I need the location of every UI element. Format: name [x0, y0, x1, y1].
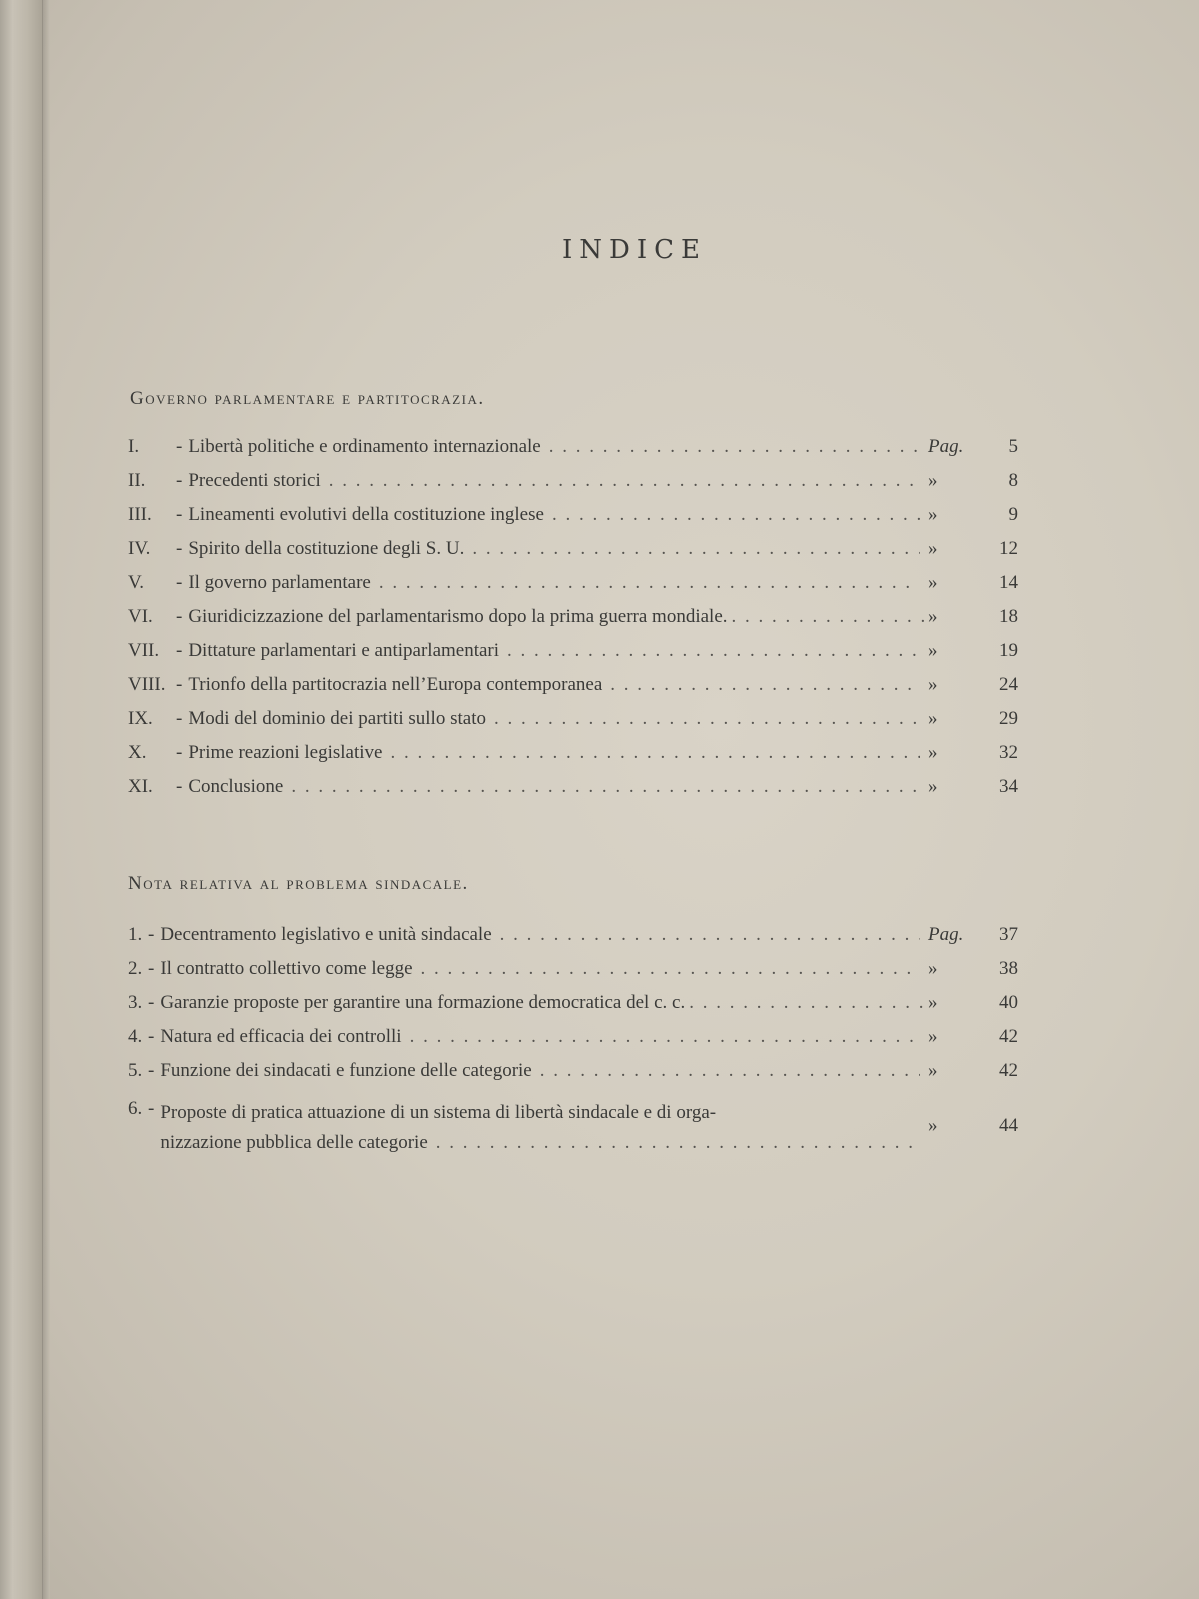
page-number: 14 [999, 572, 1018, 593]
page-number: 38 [999, 958, 1018, 979]
page-prefix: » [928, 1115, 938, 1136]
dot-leader [689, 992, 924, 1014]
page-number: 40 [999, 992, 1018, 1013]
toc-entry [128, 436, 1018, 470]
page-number: 32 [999, 742, 1018, 763]
entry-page [928, 924, 1018, 946]
toc-entry [128, 572, 1018, 606]
entry-page [928, 742, 1018, 764]
entry-page [928, 1026, 1018, 1048]
page-number: 24 [999, 674, 1018, 695]
dot-leader [329, 470, 920, 492]
page-number: 19 [999, 640, 1018, 661]
entry-page [928, 992, 1018, 1014]
dot-leader [421, 958, 920, 980]
page-number: 8 [1008, 470, 1018, 491]
dot-leader [610, 674, 920, 696]
dot-leader [732, 606, 924, 628]
entry-dash: - [176, 606, 183, 627]
entry-label: Libertà politiche e ordinamento internazionale [188, 436, 541, 457]
entry-number: 3. [128, 992, 143, 1013]
section-heading-nota: Nota relativa al problema sindacale. [128, 873, 469, 894]
toc-entry [128, 504, 1018, 538]
entry-dash: - [176, 538, 183, 559]
dot-leader [291, 776, 920, 798]
page-prefix: » [928, 640, 938, 661]
entry-label: Precedenti storici [188, 470, 321, 491]
toc-entry [128, 1026, 1018, 1060]
toc-entry [128, 1094, 1018, 1158]
entry-number: IV. [128, 538, 151, 559]
dot-leader [436, 1128, 913, 1158]
page-prefix: Pag. [928, 924, 964, 945]
toc-entry [128, 992, 1018, 1026]
entry-page [928, 1060, 1018, 1082]
page-prefix: » [928, 1060, 938, 1081]
entry-dash: - [148, 1060, 155, 1081]
entry-page [928, 436, 1018, 458]
dot-leader [494, 708, 920, 730]
entry-label: Conclusione [188, 776, 284, 797]
page-prefix: » [928, 776, 938, 797]
dot-leader [379, 572, 920, 594]
page-number: 42 [999, 1026, 1018, 1047]
entry-label: Natura ed efficacia dei controlli [160, 1026, 402, 1047]
entry-label: Decentramento legislativo e unità sindacale [160, 924, 492, 945]
dot-leader [540, 1060, 920, 1082]
page-prefix: Pag. [928, 436, 964, 457]
page-number: 42 [999, 1060, 1018, 1081]
entry-dash: - [176, 436, 183, 457]
entry-label: Modi del dominio dei partiti sullo stato [188, 708, 486, 729]
entry-label [160, 1098, 920, 1158]
entry-number: 6. [128, 1098, 143, 1119]
entry-number: I. [128, 436, 140, 457]
page-prefix: » [928, 606, 938, 627]
entry-label: Dittature parlamentari e antiparlamentari [188, 640, 500, 661]
toc-entry [128, 674, 1018, 708]
entry-number: VII. [128, 640, 160, 661]
page-prefix: » [928, 958, 938, 979]
page-title: INDICE [561, 235, 707, 265]
page-prefix: » [928, 708, 938, 729]
entry-page [928, 572, 1018, 594]
entry-dash: - [176, 742, 183, 763]
entry-label: Prime reazioni legislative [188, 742, 383, 763]
entry-page [928, 708, 1018, 730]
dot-leader [390, 742, 920, 764]
entry-label: Giuridicizzazione del parlamentarismo dopo la prima guerra mondiale. [188, 606, 728, 627]
toc-entry [128, 958, 1018, 992]
dot-leader [552, 504, 920, 526]
entry-label: Il contratto collettivo come legge [160, 958, 413, 979]
toc-entry [128, 924, 1018, 958]
page-prefix: » [928, 572, 938, 593]
toc-entry [128, 776, 1018, 810]
entry-dash: - [148, 1098, 155, 1119]
entry-label: Funzione dei sindacati e funzione delle categorie [160, 1060, 532, 1081]
toc-entry [128, 1060, 1018, 1094]
entry-label-line2: nizzazione pubblica delle categorie [160, 1132, 428, 1153]
entry-page [928, 958, 1018, 980]
entry-page [928, 1115, 1018, 1137]
entry-number: VIII. [128, 674, 166, 695]
dot-leader [500, 924, 920, 946]
page-number: 12 [999, 538, 1018, 559]
page-number: 44 [999, 1115, 1018, 1136]
entry-number: IX. [128, 708, 153, 729]
page-prefix: » [928, 674, 938, 695]
toc-entry [128, 470, 1018, 504]
entry-page [928, 640, 1018, 662]
entry-number: 2. [128, 958, 143, 979]
entry-label: Spirito della costituzione degli S. U. [188, 538, 465, 559]
entry-dash: - [176, 708, 183, 729]
dot-leader [549, 436, 920, 458]
entry-number: II. [128, 470, 146, 491]
entry-dash: - [176, 470, 183, 491]
entry-dash: - [176, 640, 183, 661]
toc-section-nota [128, 924, 1018, 1158]
page-prefix: » [928, 504, 938, 525]
entry-label: Trionfo della partitocrazia nell’Europa contemporanea [188, 674, 603, 695]
page-prefix: » [928, 470, 938, 491]
entry-number: VI. [128, 606, 153, 627]
entry-page [928, 504, 1018, 526]
toc-section-governo [128, 436, 1018, 810]
toc-entry [128, 538, 1018, 572]
page-number: 34 [999, 776, 1018, 797]
entry-dash: - [176, 572, 183, 593]
toc-entry [128, 742, 1018, 776]
entry-number: XI. [128, 776, 153, 797]
entry-number: X. [128, 742, 147, 763]
page-number: 5 [1008, 436, 1018, 457]
entry-page [928, 470, 1018, 492]
entry-page [928, 674, 1018, 696]
page-number: 18 [999, 606, 1018, 627]
page-number: 9 [1008, 504, 1018, 525]
section-heading-governo: Governo parlamentare e partitocrazia. [130, 388, 485, 409]
entry-dash: - [176, 674, 183, 695]
entry-label: Il governo parlamentare [188, 572, 371, 593]
entry-number: III. [128, 504, 152, 525]
entry-page [928, 538, 1018, 560]
entry-number: 4. [128, 1026, 143, 1047]
entry-dash: - [148, 924, 155, 945]
entry-label: Garanzie proposte per garantire una formazione democratica del c. c. [160, 992, 686, 1013]
entry-number: 5. [128, 1060, 143, 1081]
entry-dash: - [176, 504, 183, 525]
dot-leader [507, 640, 920, 662]
toc-entry [128, 606, 1018, 640]
entry-dash: - [176, 776, 183, 797]
entry-page [928, 606, 1018, 628]
entry-number: V. [128, 572, 145, 593]
dot-leader [472, 538, 920, 560]
entry-number: 1. [128, 924, 143, 945]
page-prefix: » [928, 1026, 938, 1047]
page-number: 29 [999, 708, 1018, 729]
page-prefix: » [928, 742, 938, 763]
entry-dash: - [148, 992, 155, 1013]
entry-label-line1: Proposte di pratica attuazione di un sistema di libertà sindacale e di orga- [160, 1102, 717, 1123]
entry-label-line2-row [160, 1128, 920, 1158]
dot-leader [410, 1026, 920, 1048]
toc-entry [128, 640, 1018, 674]
entry-dash: - [148, 1026, 155, 1047]
page-prefix: » [928, 538, 938, 559]
entry-page [928, 776, 1018, 798]
entry-label: Lineamenti evolutivi della costituzione inglese [188, 504, 544, 525]
page-number: 37 [999, 924, 1018, 945]
toc-entry [128, 708, 1018, 742]
page-prefix: » [928, 992, 938, 1013]
entry-dash: - [148, 958, 155, 979]
